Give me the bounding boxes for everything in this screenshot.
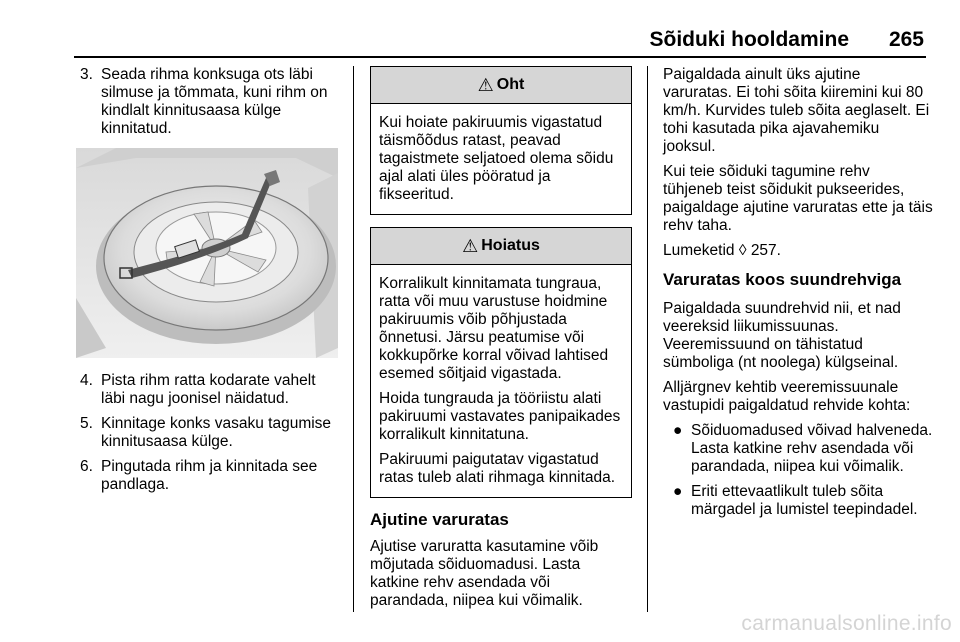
column-divider [647, 66, 648, 612]
bullet-text: Eriti ettevaatlikult tuleb sõita märgadel ja lumistel teepindadel. [691, 483, 918, 518]
body-paragraph: Alljärgnev kehtib veeremissuunale vastupidi paigaldatud rehvide kohta: [663, 379, 911, 414]
step-text: Pingutada rihm ja kinnitada see pandlaga. [101, 458, 318, 493]
danger-notice-title: Oht [496, 76, 525, 93]
header-rule [74, 56, 926, 58]
warning-triangle-icon: ⚠ [462, 236, 479, 256]
step-text: Pista rihm ratta kodarate vahelt läbi nagu joonisel näidatud. [101, 372, 316, 407]
step-number: 6. [80, 458, 93, 475]
warning-triangle-icon: ⚠ [477, 75, 494, 95]
column-1 [76, 66, 338, 494]
step-text: Kinnitage konks vasaku tagumise kinnitusaasa külge. [101, 415, 332, 450]
cross-reference-page[interactable]: 257. [750, 242, 781, 259]
warning-notice [370, 227, 632, 498]
section-heading: Ajutine varuratas [370, 510, 509, 529]
step-item [76, 415, 338, 451]
step-item [76, 372, 338, 408]
warning-notice-title: Hoiatus [481, 237, 540, 254]
warning-notice-paragraph: Korralikult kinnitamata tungraua, ratta või muu varustuse hoidmine pakiruumis võib põhjustada õnnetusi. Järsu peatumise või kokkupõrke korral võivad lahtised esemed sõitjaid vigastada. [379, 275, 609, 382]
step-number: 3. [80, 66, 93, 83]
step-text: Seada rihma konksuga ots läbi silmuse ja tõmmata, kuni rihm on kindlalt kinnitusaasa külge kinnitatud. [101, 66, 328, 137]
warning-notice-body [371, 265, 631, 497]
cross-reference [663, 242, 933, 260]
page-ref-arrow-icon: ◊ [738, 242, 747, 259]
column-2 [370, 66, 632, 617]
section-heading: Varuratas koos suundrehviga [663, 270, 902, 289]
warning-notice-header [371, 228, 631, 265]
body-paragraph: Paigaldada ainult üks ajutine varuratas. Ei tohi sõita kiiremini kui 80 km/h. Kurvides tuleb sõita aeglaselt. Ei tohi kasutada pika ajavahemiku jooksul. [663, 66, 930, 155]
spare-wheel-drawing [76, 148, 338, 358]
column-3 [663, 66, 933, 526]
body-paragraph: Kui teie sõiduki tagumine rehv tühjeneb teist sõidukit pukseerides, paigaldage ajutine varuratas ette ja täis rehv taha. [663, 163, 933, 234]
step-number: 4. [80, 372, 93, 389]
spare-wheel-illustration [76, 148, 338, 358]
page-title: Sõiduki hooldamine [649, 28, 849, 51]
body-paragraph: Paigaldada suundrehvid nii, et nad veereksid liikumissuunas. Veeremissuund on tähistatud sümboliga (nt noolega) külgseinal. [663, 300, 901, 371]
danger-notice-header [371, 67, 631, 104]
step-number: 5. [80, 415, 93, 432]
bullet-item [663, 483, 933, 519]
warning-notice-paragraph: Hoida tungrauda ja tööriistu alati pakiruumi vastavates panipaikades korralikult kinnitatuna. [379, 390, 621, 443]
cross-reference-label: Lumeketid [663, 242, 735, 259]
step-item [76, 458, 338, 494]
page-number: 265 [888, 28, 924, 51]
bullet-text: Sõiduomadused võivad halveneda. Lasta katkine rehv asendada või parandada, niipea kui võimalik. [691, 422, 933, 475]
danger-notice-text: Kui hoiate pakiruumis vigastatud täismõõdus ratast, peavad tagaistmete seljatoed olema sõidu ajal alati üles pööratud ja fikseeritud. [379, 114, 614, 203]
section-paragraph: Ajutise varuratta kasutamine võib mõjutada sõiduomadusi. Lasta katkine rehv asendada või parandada, niipea kui võimalik. [370, 538, 599, 609]
step-item [76, 66, 338, 138]
danger-notice [370, 66, 632, 215]
watermark: carmanualsonline.info [741, 612, 952, 635]
bullet-item [663, 422, 933, 476]
column-divider [353, 66, 354, 612]
warning-notice-paragraph: Pakiruumi paigutatav vigastatud ratas tuleb alati rihmaga kinnitada. [379, 451, 616, 486]
bullet-dot: ● [673, 483, 683, 500]
page-header [0, 28, 960, 56]
danger-notice-body [371, 104, 631, 214]
bullet-dot: ● [673, 422, 683, 439]
